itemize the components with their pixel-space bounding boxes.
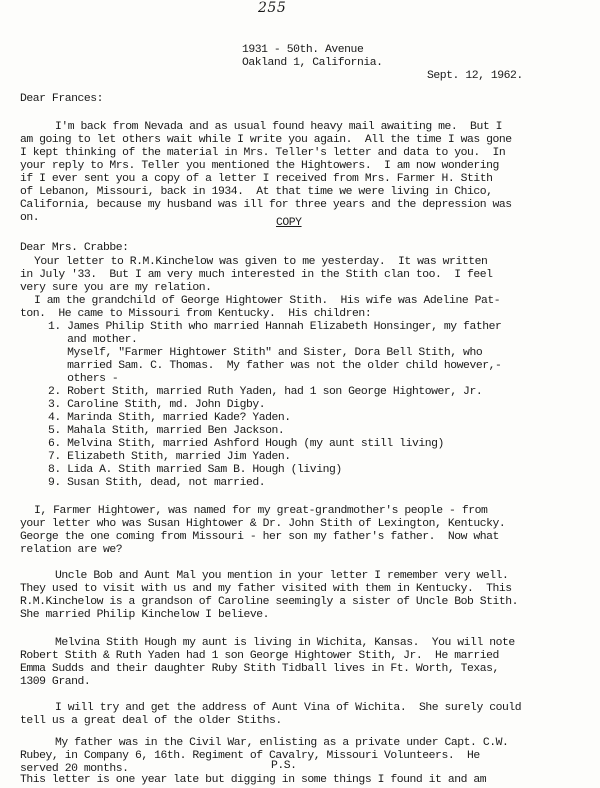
postscript-heading: P.S.	[271, 760, 297, 772]
salutation: Dear Frances:	[20, 93, 104, 105]
paragraph-line: I kept thinking of the material in Mrs. Teller's letter and data to you. In	[20, 147, 506, 159]
paragraph-line: R.M.Kinchelow is a grandson of Caroline seemingly a sister of Uncle Bob Stith.	[20, 596, 519, 608]
child-list-item: 5. Mahala Stith, married Ben Jackson.	[48, 425, 285, 437]
letter-date: Sept. 12, 1962.	[427, 70, 523, 82]
paragraph-line: Robert Stith & Ruth Yaden had 1 son George Hightower Stith, Jr. He married	[20, 650, 499, 662]
paragraph-line: My father was in the Civil War, enlisting as a private under Capt. C.W.	[55, 737, 509, 749]
paragraph-line: on.	[20, 212, 40, 224]
paragraph-line: I, Farmer Hightower, was named for my great-grandmother's people - from	[34, 505, 488, 517]
child-list-item: 2. Robert Stith, married Ruth Yaden, had 1 son George Hightower, Jr.	[48, 386, 483, 398]
paragraph-line: Your letter to R.M.Kinchelow was given to me yesterday. It was written	[34, 256, 488, 268]
child-list-item: 9. Susan Stith, dead, not married.	[48, 477, 266, 489]
paragraph-line: relation are we?	[20, 544, 123, 556]
paragraph-line: Emma Sudds and their daughter Ruby Stith Tidball lives in Ft. Worth, Texas,	[20, 663, 499, 675]
copied-letter-salutation: Dear Mrs. Crabbe:	[20, 242, 129, 254]
paragraph-line: served 20 months.	[20, 763, 129, 775]
paragraph-line: Melvina Stith Hough my aunt is living in Wichita, Kansas. You will note	[55, 637, 515, 649]
paragraph-line: I am the grandchild of George Hightower Stith. His wife was Adeline Pat-	[34, 295, 501, 307]
page-number: 255	[258, 0, 287, 16]
paragraph-line: I'm back from Nevada and as usual found heavy mail awaiting me. But I	[55, 121, 502, 133]
paragraph-line: Rubey, in Company 6, 16th. Regiment of Cavalry, Missouri Volunteers. He	[20, 750, 480, 762]
child-list-item: others -	[48, 373, 119, 385]
paragraph-line: am going to let others wait while I write you again. All the time I was gone	[20, 134, 512, 146]
paragraph-line: if I ever sent you a copy of a letter I received from Mrs. Farmer H. Stith	[20, 173, 493, 185]
copy-heading: COPY	[276, 217, 302, 229]
paragraph-line: in July '33. But I am very much interested in the Stith clan too. I feel	[20, 269, 493, 281]
paragraph-line: They used to visit with us and my father visited with them in Kentucky. This	[20, 583, 512, 595]
paragraph-line: Uncle Bob and Aunt Mal you mention in your letter I remember very well.	[55, 570, 509, 582]
child-list-item: 4. Marinda Stith, married Kade? Yaden.	[48, 412, 291, 424]
sender-address-line-2: Oakland 1, California.	[242, 57, 383, 69]
paragraph-line: California, because my husband was ill for three years and the depression was	[20, 199, 512, 211]
paragraph-line: very sure you are my relation.	[20, 282, 212, 294]
paragraph-line: tell us a great deal of the older Stiths.	[20, 715, 282, 727]
child-list-item: 6. Melvina Stith, married Ashford Hough (my aunt still living)	[48, 438, 444, 450]
child-list-item: 8. Lida A. Stith married Sam B. Hough (living)	[48, 464, 342, 476]
paragraph-line: your letter who was Susan Hightower & Dr. John Stith of Lexington, Kentucky.	[20, 518, 506, 530]
paragraph-line: George the one coming from Missouri - her son my father's father. Now what	[20, 531, 499, 543]
sender-address-line-1: 1931 - 50th. Avenue	[242, 44, 364, 56]
paragraph-line: 1309 Grand.	[20, 676, 91, 688]
paragraph-line: She married Philip Kinchelow I believe.	[20, 609, 270, 621]
paragraph-line: ton. He came to Missouri from Kentucky. His children:	[20, 308, 372, 320]
child-list-item: and mother.	[48, 334, 138, 346]
child-list-item: 7. Elizabeth Stith, married Jim Yaden.	[48, 451, 291, 463]
postscript-line: This letter is one year late but digging in some things I found it and am	[20, 774, 487, 786]
paragraph-line: your reply to Mrs. Teller you mentioned the Hightowers. I am now wondering	[20, 160, 499, 172]
child-list-item: 3. Caroline Stith, md. John Digby.	[48, 399, 266, 411]
child-list-item: married Sam. C. Thomas. My father was not the older child however,-	[48, 360, 502, 372]
paragraph-line: of Lebanon, Missouri, back in 1934. At that time we were living in Chico,	[20, 186, 493, 198]
paragraph-line: I will try and get the address of Aunt Vina of Wichita. She surely could	[55, 702, 522, 714]
child-list-item: Myself, "Farmer Hightower Stith" and Sister, Dora Bell Stith, who	[48, 347, 483, 359]
child-list-item: 1. James Philip Stith who married Hannah Elizabeth Honsinger, my father	[48, 321, 502, 333]
